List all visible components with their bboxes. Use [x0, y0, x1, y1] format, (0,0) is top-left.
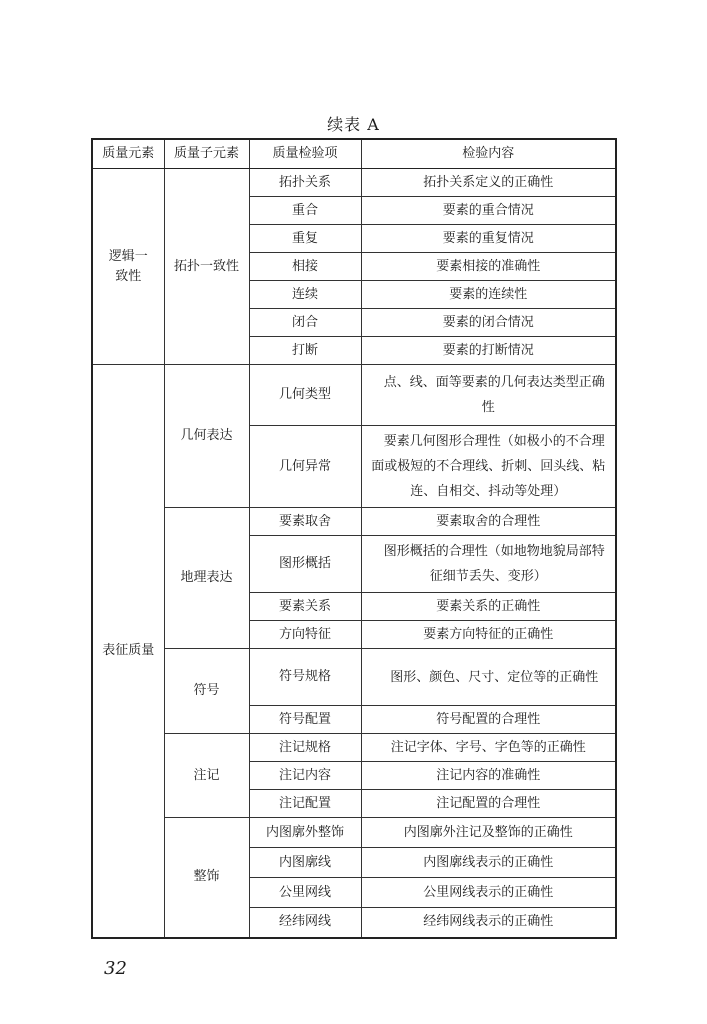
inspection-item: 方向特征: [249, 621, 361, 649]
inspection-content: 要素的重复情况: [361, 225, 616, 253]
inspection-content: 要素的打断情况: [361, 337, 616, 365]
subelement-symbol: 符号: [164, 649, 249, 734]
inspection-item: 要素关系: [249, 593, 361, 621]
inspection-content: 要素取舍的合理性: [361, 508, 616, 536]
inspection-content: 要素的重合情况: [361, 197, 616, 225]
inspection-item: 符号规格: [249, 649, 361, 706]
inspection-item: 符号配置: [249, 706, 361, 734]
inspection-content: 注记内容的准确性: [361, 762, 616, 790]
inspection-content: 要素相接的准确性: [361, 253, 616, 281]
inspection-content: 内图廓外注记及整饰的正确性: [361, 818, 616, 848]
table-row: [92, 365, 616, 426]
inspection-content: 要素关系的正确性: [361, 593, 616, 621]
inspection-content: 要素的闭合情况: [361, 309, 616, 337]
inspection-item: 注记内容: [249, 762, 361, 790]
inspection-item: 公里网线: [249, 878, 361, 908]
table-row: [92, 169, 616, 197]
subelement-geographic-expression: 地理表达: [164, 508, 249, 649]
element-logic-consistency: 逻辑一致性: [92, 169, 164, 365]
header-inspection-item: 质量检验项: [249, 139, 361, 169]
inspection-item: 重合: [249, 197, 361, 225]
table-row: [92, 508, 616, 536]
inspection-content: 拓扑关系定义的正确性: [361, 169, 616, 197]
header-quality-subelement: 质量子元素: [164, 139, 249, 169]
inspection-content: 内图廓线表示的正确性: [361, 848, 616, 878]
inspection-item: 闭合: [249, 309, 361, 337]
inspection-content: 经纬网线表示的正确性: [361, 908, 616, 938]
inspection-item: 连续: [249, 281, 361, 309]
subelement-decoration: 整饰: [164, 818, 249, 938]
table-row: [92, 649, 616, 706]
table-row: [92, 734, 616, 762]
inspection-item: 注记规格: [249, 734, 361, 762]
inspection-content: 图形、颜色、尺寸、定位等的正确性: [361, 649, 616, 706]
inspection-item: 打断: [249, 337, 361, 365]
inspection-content: 要素的连续性: [361, 281, 616, 309]
inspection-content: 符号配置的合理性: [361, 706, 616, 734]
quality-inspection-table: [91, 138, 617, 939]
inspection-item: 图形概括: [249, 536, 361, 593]
page-number: 32: [104, 958, 127, 979]
inspection-item: 几何异常: [249, 426, 361, 508]
inspection-content: 点、线、面等要素的几何表达类型正确性: [361, 365, 616, 426]
inspection-item: 要素取舍: [249, 508, 361, 536]
inspection-item: 内图廓外整饰: [249, 818, 361, 848]
subelement-annotation: 注记: [164, 734, 249, 818]
inspection-item: 重复: [249, 225, 361, 253]
inspection-content: 图形概括的合理性（如地物地貌局部特征细节丢失、变形）: [361, 536, 616, 593]
inspection-item: 相接: [249, 253, 361, 281]
inspection-item: 注记配置: [249, 790, 361, 818]
inspection-content: 要素方向特征的正确性: [361, 621, 616, 649]
header-inspection-content: 检验内容: [361, 139, 616, 169]
table-row: [92, 818, 616, 848]
element-representation-quality: 表征质量: [92, 365, 164, 938]
inspection-content: 要素几何图形合理性（如极小的不合理面或极短的不合理线、折刺、回头线、粘连、自相交、抖动等处理）: [361, 426, 616, 508]
header-quality-element: 质量元素: [92, 139, 164, 169]
inspection-content: 公里网线表示的正确性: [361, 878, 616, 908]
inspection-item: 内图廓线: [249, 848, 361, 878]
subelement-topology-consistency: 拓扑一致性: [164, 169, 249, 365]
table-title: 续表 A: [327, 115, 380, 134]
subelement-geometry-expression: 几何表达: [164, 365, 249, 508]
inspection-item: 拓扑关系: [249, 169, 361, 197]
inspection-content: 注记配置的合理性: [361, 790, 616, 818]
inspection-item: 几何类型: [249, 365, 361, 426]
inspection-content: 注记字体、字号、字色等的正确性: [361, 734, 616, 762]
table-header-row: [92, 139, 616, 169]
inspection-item: 经纬网线: [249, 908, 361, 938]
